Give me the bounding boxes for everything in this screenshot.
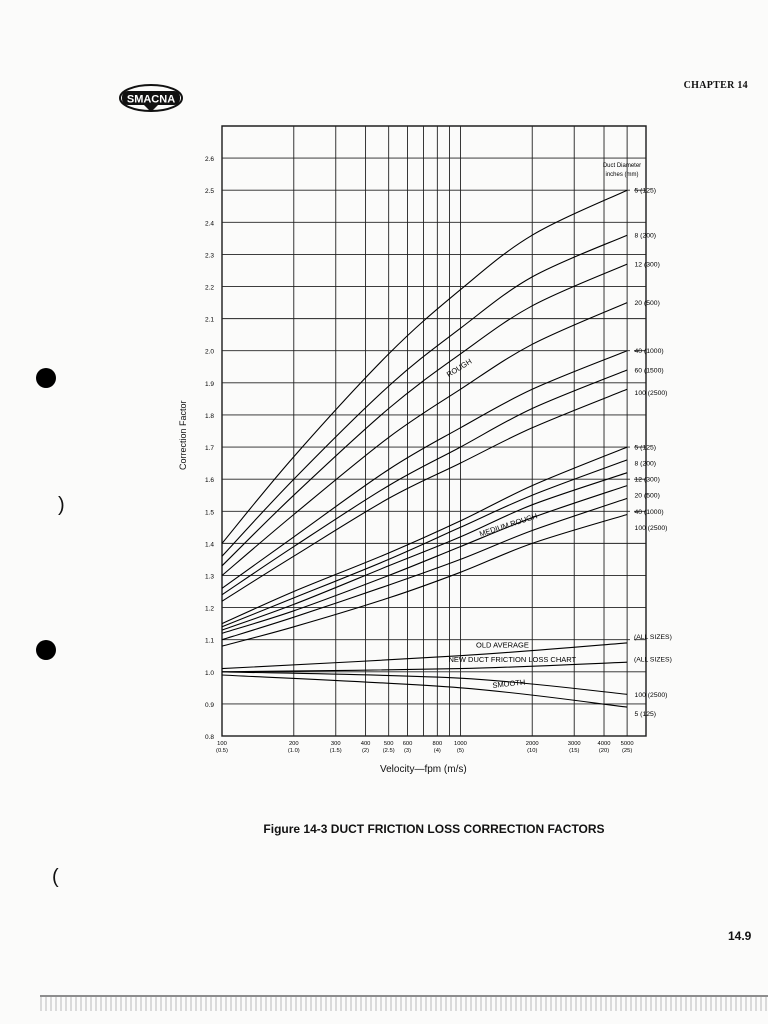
series-line (222, 303, 627, 576)
series-end-label: 100 (2500) (634, 691, 668, 699)
x-tick-sublabel: (20) (598, 748, 610, 754)
series-end-label: 5 (125) (634, 711, 657, 719)
x-tick-label: 3000 (567, 741, 581, 747)
figure-caption: Figure 14-3 DUCT FRICTION LOSS CORRECTION FACTORS (263, 822, 605, 836)
series-line (222, 675, 627, 707)
label-gap (630, 365, 634, 374)
x-tick-sublabel: (1.0) (287, 748, 300, 754)
series-end-label: 8 (200) (634, 460, 657, 468)
y-tick-label: 2.4 (204, 220, 214, 228)
x-tick-label: 600 (402, 741, 413, 747)
logo-text: SMACNA (126, 93, 176, 106)
series-end-label: 12 (300) (634, 261, 660, 269)
y-axis-title: Correction Factor (178, 400, 188, 470)
series-line (222, 389, 627, 601)
series-line (222, 515, 627, 647)
x-tick-label: 4000 (597, 741, 611, 747)
chart-grid (222, 126, 646, 736)
x-tick-sublabel: (25) (621, 748, 633, 754)
x-tick-label: 2000 (525, 741, 539, 747)
series-end-label: 20 (500) (634, 300, 660, 308)
x-tick-label: 500 (383, 741, 394, 747)
group-label: ROUGH (444, 356, 474, 380)
x-tick-sublabel: (2) (362, 748, 370, 754)
x-tick-label: 300 (330, 741, 341, 747)
label-gap (630, 387, 634, 396)
label-gap (630, 230, 634, 239)
y-tick-label: 2.6 (204, 156, 214, 164)
series-end-label: 5 (125) (634, 187, 657, 195)
footer-scan-band (40, 995, 768, 1011)
label-gap (630, 709, 634, 718)
series-end-label: 40 (1000) (634, 508, 664, 516)
page-number: 14.9 (728, 929, 752, 943)
y-tick-label: 1.3 (204, 573, 214, 581)
x-tick-sublabel: (0.5) (216, 748, 228, 754)
x-tick-sublabel: (1.5) (329, 748, 342, 754)
label-gap (630, 522, 634, 531)
series-end-label: 100 (2500) (634, 524, 668, 532)
x-tick-label: 5000 (620, 741, 634, 747)
y-tick-label: 1.1 (204, 637, 214, 645)
y-tick-label: 0.8 (204, 734, 214, 741)
x-tick-sublabel: (5) (456, 748, 464, 754)
series-end-label: 8 (200) (634, 232, 657, 240)
series-line (222, 672, 627, 695)
y-tick-label: 1.0 (204, 669, 214, 677)
series-end-label: 20 (500) (634, 492, 660, 500)
group-label: OLD AVERAGE (476, 640, 529, 650)
legend-header-line1: Duct Diameter (602, 163, 642, 169)
legend-header-line2: inches (mm) (605, 172, 639, 178)
plot-frame (222, 126, 646, 736)
y-tick-label: 2.1 (204, 316, 214, 324)
x-tick-sublabel: (2.5) (382, 748, 395, 754)
group-label: NEW DUCT FRICTION LOSS CHART (448, 655, 577, 665)
series-line (222, 447, 627, 623)
chart-labels (445, 163, 672, 718)
y-tick-label: 1.7 (204, 445, 214, 453)
x-tick-label: 800 (432, 741, 443, 747)
label-gap (630, 185, 634, 194)
x-tick-sublabel: (10) (527, 748, 538, 754)
series-end-label: 12 (300) (634, 476, 660, 484)
y-tick-label: 1.9 (204, 380, 214, 388)
y-tick-label: 2.5 (204, 188, 214, 196)
binder-mark-middle: ) (58, 494, 65, 516)
series-end-label: 5 (125) (634, 444, 657, 452)
y-tick-label: 1.8 (204, 412, 214, 420)
label-gap (630, 506, 634, 515)
x-tick-sublabel: (15) (569, 748, 580, 754)
series-end-label: 60 (1500) (634, 367, 664, 375)
y-tick-label: 0.9 (204, 701, 214, 709)
label-gap (630, 259, 634, 268)
label-gap (630, 442, 634, 451)
series-end-label: 100 (2500) (634, 389, 668, 397)
series-end-label: 40 (1000) (634, 348, 664, 356)
binder-mark-bottom: ( (52, 866, 59, 888)
label-gap (630, 490, 634, 499)
label-gap (630, 346, 634, 355)
label-gap (630, 298, 634, 307)
x-tick-sublabel: (3) (404, 748, 412, 754)
x-tick-label: 200 (288, 741, 299, 747)
y-tick-label: 2.0 (204, 348, 214, 356)
y-tick-label: 2.3 (204, 252, 214, 260)
series-line (222, 486, 627, 634)
group-label: SMOOTH (492, 677, 526, 690)
y-tick-label: 1.2 (204, 605, 214, 613)
x-axis-title: Velocity—fpm (m/s) (380, 764, 467, 775)
chart-series (222, 190, 627, 707)
y-tick-label: 1.4 (204, 541, 214, 549)
y-tick-label: 2.2 (204, 284, 214, 292)
series-line (222, 498, 627, 639)
chapter-header: CHAPTER 14 (683, 80, 748, 91)
series-end-label: (ALL SIZES) (633, 633, 672, 641)
group-label: MEDIUM ROUGH (478, 511, 539, 539)
label-gap (630, 458, 634, 467)
y-tick-label: 1.6 (204, 477, 214, 485)
y-tick-label: 1.5 (204, 509, 214, 517)
series-line (222, 235, 627, 556)
x-tick-label: 400 (360, 741, 371, 747)
x-tick-sublabel: (4) (433, 748, 441, 754)
label-gap (630, 474, 634, 483)
x-tick-label: 1000 (453, 741, 467, 747)
series-line (222, 473, 627, 630)
series-end-label: (ALL SIZES) (633, 656, 672, 664)
label-gap (630, 689, 634, 698)
x-tick-label: 100 (217, 741, 227, 747)
